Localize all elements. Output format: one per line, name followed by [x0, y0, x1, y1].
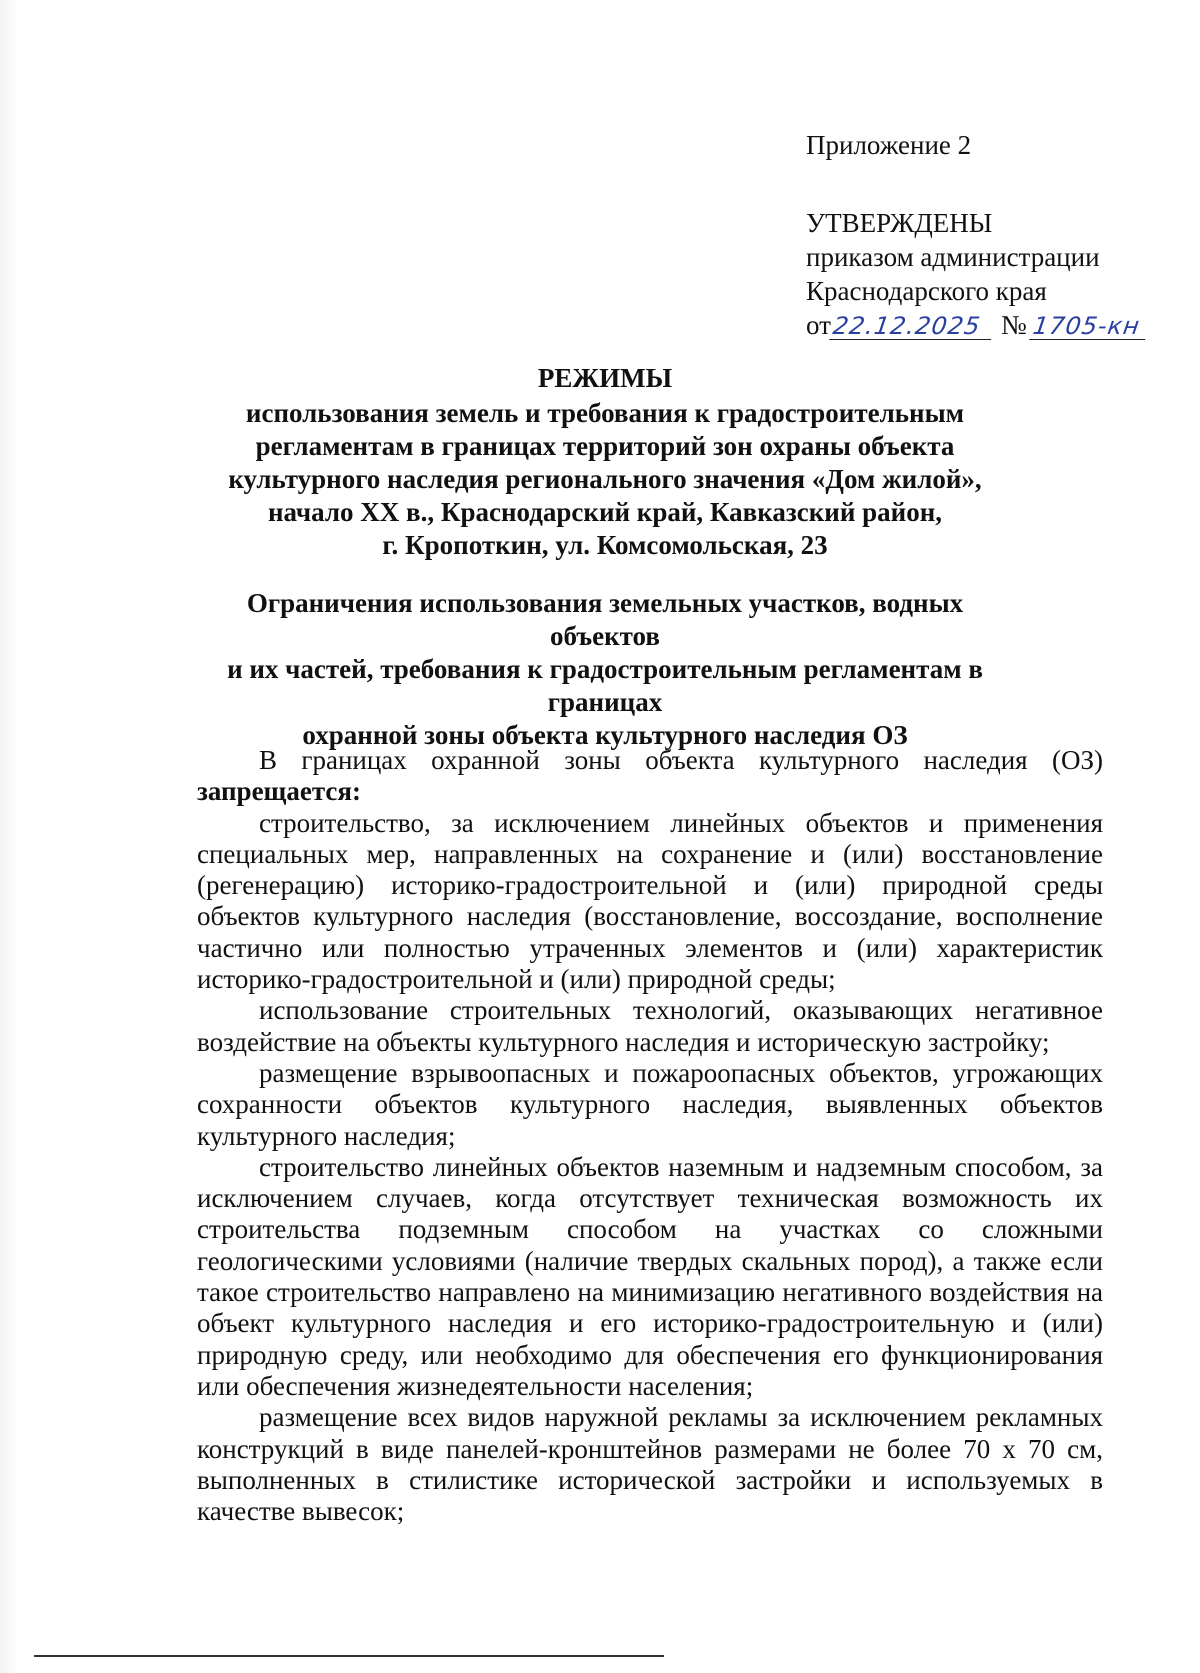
title-line: культурного наследия регионального значения «Дом жилой», — [228, 464, 982, 494]
title-main: РЕЖИМЫ — [537, 363, 673, 393]
footer-rule — [34, 1655, 664, 1657]
list-item: размещение взрывоопасных и пожароопасных объектов, угрожающих сохранности объектов культурного наследия, выявленных объектов культурного наследия; — [197, 1057, 1103, 1151]
list-item: строительство, за исключением линейных объектов и применения специальных мер, направленных на сохранение и (или) восстановление (регенерацию) историко-градостроительной и (или) природной среды объектов культурного наследия (восстановление, воссоздание, восполнение частично или полностью утраченных элементов и (или) характеристик историко-градостроительной и (или) природной среды; — [197, 807, 1103, 995]
section-subtitle — [195, 587, 1015, 752]
list-item: использование строительных технологий, оказывающих негативное воздействие на объекты культурного наследия и историческую застройку; — [197, 995, 1103, 1057]
title-line: регламентам в границах территорий зон охраны объекта — [255, 431, 955, 461]
scan-edge-shadow — [0, 0, 18, 1673]
subtitle-line: Ограничения использования земельных участков, водных объектов — [246, 588, 964, 651]
body-text — [197, 745, 1103, 1527]
date-prefix: от — [806, 310, 831, 340]
list-item: строительство линейных объектов наземным и надземным способом, за исключением случаев, когда отсутствует техническая возможность их строительства подземным способом на участках со сложными геологическими условиями (наличие твердых скальных пород), а также если такое строительство направлено на минимизацию негативного воздействия на объект культурного наследия и его историко-градостроительную и (или) природную среду, или необходимо для обеспечения его функционирования или обеспечения жизнедеятельности населения; — [197, 1151, 1103, 1401]
order-line-1: приказом администрации — [806, 242, 1100, 272]
list-item: размещение всех видов наружной рекламы за исключением рекламных конструкций в виде панелей-кронштейнов размерами не более 70 х 70 см, выполненных в стилистике исторической застройки и используемых в качестве вывесок; — [197, 1402, 1103, 1527]
appendix-label: Приложение 2 — [806, 130, 972, 160]
intro-paragraph — [197, 745, 1103, 808]
intro-text: В границах охранной зоны объекта культурного наследия (ОЗ) — [259, 745, 1103, 775]
intro-bold: запрещается: — [197, 776, 362, 807]
title-line: начало XX в., Краснодарский край, Кавказский район, — [267, 497, 943, 527]
document-title — [195, 362, 1015, 562]
approval-block — [806, 128, 1186, 342]
approved-label: УТВЕРЖДЕНЫ — [806, 208, 993, 238]
number-sign: № — [1000, 310, 1027, 340]
handwritten-number: 1705-кн — [1029, 313, 1149, 340]
handwritten-date: 22.12.2025 — [829, 313, 995, 340]
order-date-number — [806, 308, 1186, 342]
order-line-2: Краснодарского края — [806, 276, 1047, 306]
title-line: г. Кропоткин, ул. Комсомольская, 23 — [382, 530, 828, 560]
subtitle-line: охранной зоны объекта культурного наследия ОЗ — [302, 720, 908, 750]
title-line: использования земель и требования к градостроительным — [245, 398, 965, 428]
subtitle-line: и их частей, требования к градостроительным регламентам в границах — [227, 654, 983, 717]
